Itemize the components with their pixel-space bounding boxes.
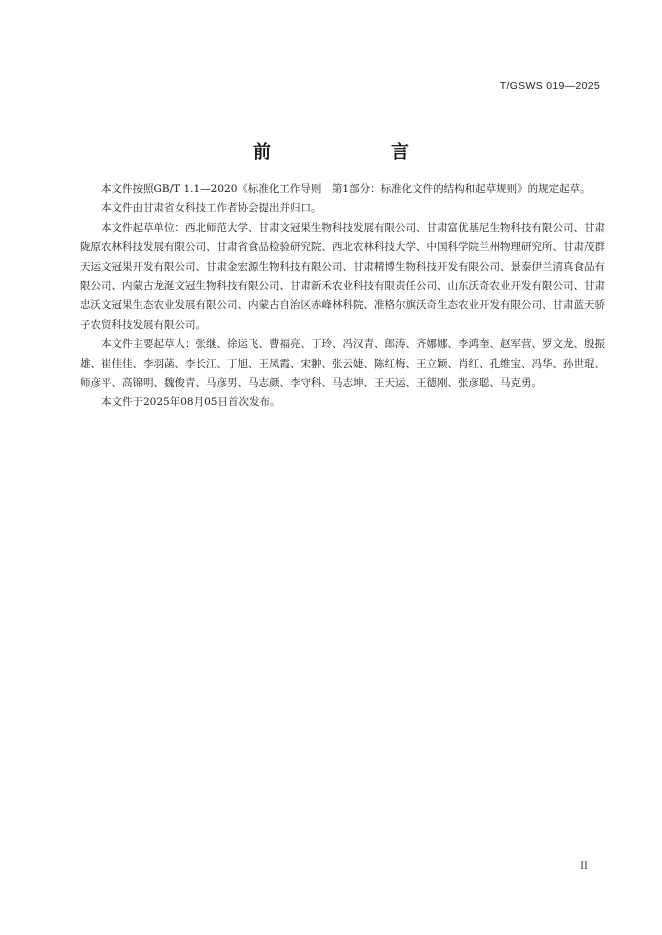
paragraph-main-drafters: 本文件主要起草人：张继、徐运飞、曹福亮、丁玲、冯汉青、郎涛、齐娜娜、李鸿奎、赵军营、罗文龙、殷振雄、崔佳佳、李羽菡、李长江、丁旭、王凤霞、宋翀、张云婕、陈红梅、王立颖、肖红、孔维宝、冯华、孙世琨、师彦平、高锦明、魏俊青、马彦男、马志颜、李守科、马志坤、王天运、王德刚、张彦聪、马克勇。	[80, 338, 605, 390]
paragraph-drafting-rules: 本文件按照GB/T 1.1—2020《标准化工作导则 第1部分：标准化文件的结构和起草规则》的规定起草。	[101, 183, 591, 195]
page-title: 前 言	[253, 142, 437, 163]
paragraph-release-date: 本文件于2025年08月05日首次发布。	[101, 396, 281, 409]
paragraph-proposer: 本文件由甘肃省女科技工作者协会提出并归口。	[101, 202, 322, 215]
standard-code: T/GSWS 019—2025	[499, 80, 600, 92]
page-number: II	[580, 861, 588, 872]
paragraph-drafting-units: 本文件起草单位：西北师范大学、甘肃文冠果生物科技发展有限公司、甘肃富优基尼生物科技有限公司、甘肃陇原农林科技发展有限公司、甘肃省食品检验研究院、西北农林科技大学、中国科学院兰州物理研究所、甘肃茂群天运文冠果开发有限公司、甘肃金宏源生物科技有限公司、甘肃精博生物科技开发有限公司、景泰伊兰清真食品有限公司、内蒙古龙涎文冠生物科技有限公司、甘肃新禾农业科技有限责任公司、山东沃奇农业开发有限公司、甘肃忠沃文冠果生态农业发展有限公司、内蒙古自治区赤峰林科院、准格尔旗沃奇生态农业开发有限公司、甘肃蓝天骄子农贸科技发展有限公司。	[80, 221, 605, 331]
foreword-body	[80, 180, 605, 413]
